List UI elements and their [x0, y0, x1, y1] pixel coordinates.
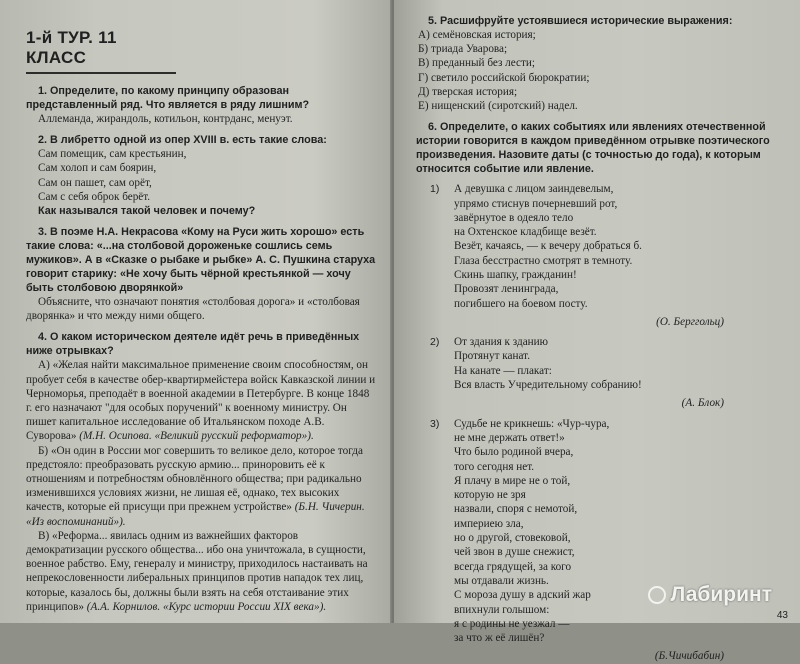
- excerpt-a: [26, 358, 376, 443]
- watermark-logo: [648, 583, 772, 607]
- question-5-options: [416, 28, 784, 113]
- poem-line: не мне держать ответ!»: [454, 431, 565, 444]
- option-item: В) преданный без лести;: [418, 57, 535, 70]
- excerpt-b-source: (Б.Н. Чичерин. «Из воспоминаний»).: [26, 501, 365, 528]
- poem-line: От здания к зданию: [454, 336, 548, 349]
- question-2-verse: [26, 147, 376, 204]
- poem-line: Протянут канат.: [454, 350, 531, 363]
- poem-line: мы отдавали жизнь.: [454, 574, 549, 587]
- poem-number: 3): [430, 417, 440, 430]
- verse-line: Сам с себя оброк берёт.: [38, 190, 151, 203]
- question-2: [26, 133, 376, 218]
- poem-line: Что было родиной вчера,: [454, 446, 574, 459]
- poem-3: [416, 417, 784, 664]
- question-5-heading: 5. Расшифруйте устоявшиеся исторические выражения:: [428, 15, 733, 27]
- watermark-text: Лабиринт: [670, 583, 772, 606]
- poem-number: 1): [430, 183, 440, 196]
- excerpt-c-text: В) «Реформа... явилась одним из важнейших факторов демократизации русского общества... ибо она уничтожала, в сущности, военное рабство. Ему, генералу и министру, приходилось настаивать на непрекословенности либеральных принципов против нападок тех лиц, которые, казалось бы, должны были взять на себя отстаивание этих принципов»: [26, 529, 368, 613]
- poem-line: Скинь шапку, гражданин!: [454, 269, 577, 281]
- excerpt-b: [26, 444, 376, 529]
- poem-line: я с родины не уезжал —: [454, 617, 570, 630]
- left-page: [0, 0, 392, 623]
- poem-line: которую не зря: [454, 489, 526, 502]
- verse-line: Сам он пашет, сам орёт,: [38, 176, 152, 189]
- poem-line: Везёт, качаясь, — к вечеру добраться б.: [454, 240, 642, 253]
- poem-line: На канате — плакат:: [454, 364, 552, 377]
- page-title: 1-й ТУР. 11 КЛАСС: [26, 28, 176, 74]
- question-6-heading: 6. Определите, о каких событиях или явлениях отечественной истории говорится в каждом приведённом отрывке поэтического произведения. Назовите даты (с точностью до года), к которым относится событие или явление.: [416, 121, 770, 176]
- poem-line: погибшего на боевом посту.: [454, 297, 588, 310]
- page-number: 43: [776, 610, 788, 621]
- question-3-heading: 3. В поэме Н.А. Некрасова «Кому на Руси жить хорошо» есть такие слова: «...на столбовой дороженьке сошлись семь мужиков». А в «Сказке о рыбаке и рыбке» А. С. Пушкина старуха говорит старику: «Не хочу быть чёрной крестьянкой — хочу быть столбовою дворянкой»: [26, 226, 376, 295]
- poem-line: С мороза душу в адский жар: [454, 589, 591, 602]
- question-5: [416, 14, 784, 113]
- poem-line: всегда грядущей, за кого: [454, 560, 572, 573]
- poem-line: того сегодня нет.: [454, 460, 535, 473]
- option-item: Б) триада Уварова;: [418, 43, 508, 56]
- poem-line: Вся власть Учредительному собранию!: [454, 379, 642, 392]
- poem-line: Судьбе не крикнешь: «Чур-чура,: [454, 417, 610, 430]
- excerpt-a-source: (М.Н. Осипова. «Великий русский реформатор»).: [79, 430, 314, 443]
- verse-line: Сам помещик, сам крестьянин,: [38, 148, 187, 161]
- poem-line: завёрнутое в одеяло тело: [454, 211, 574, 224]
- question-2-question: Как назывался такой человек и почему?: [38, 205, 256, 218]
- option-item: Д) тверская история;: [418, 85, 518, 98]
- option-item: Е) нищенский (сиротский) надел.: [418, 100, 578, 113]
- poem-number: 2): [430, 336, 440, 349]
- poem-line: чей звон в душе снежист,: [454, 546, 575, 559]
- poem-author: (О. Берггольц): [656, 315, 724, 328]
- labyrinth-icon: [648, 586, 666, 604]
- poem-1: [416, 182, 784, 329]
- question-3: [26, 225, 376, 323]
- poem-line: назвали, споря с немотой,: [454, 503, 578, 516]
- question-4: [26, 330, 376, 614]
- excerpt-a-text: А) «Желая найти максимальное применение своим способностям, он пробует себя в качестве обер-квартирмейстера войск Кавказской линии и Черноморья, преподаёт в военной академии в Петербурге. В конце 1848 г. его назначают "для особых поручений" к военному министру. Он пишет капитальное исследование об Итальянском походе А.В. Суворова»: [26, 359, 376, 443]
- poem-author: (Б.Чичибабин): [654, 650, 724, 663]
- question-3-text: Объясните, что означают понятия «столбовая дорога» и «столбовая дворянка» и что между ними общего.: [26, 296, 360, 323]
- excerpt-c: [26, 529, 376, 614]
- poem-line: Я плачу в мире не о той,: [454, 474, 571, 487]
- poem-line: но о другой, стовековой,: [454, 532, 571, 545]
- poem-line: Глаза бесстрастно смотрят в темноту.: [454, 254, 633, 267]
- question-1-text: Аллеманда, жирандоль, котильон, контрданс, менуэт.: [38, 113, 293, 125]
- excerpt-b-text: Б) «Он один в России мог совершить то великое дело, которое тогда предстояло: преобразовать русскую армию... приноровить её к отношениям и потребностям обновлённого общества; при радикально изменившихся условиях жизни, не лишая её, однако, тех высоких качеств, которые ей присущи при прежнем устройстве»: [26, 444, 363, 514]
- excerpt-c-source: (А.А. Корнилов. «Курс истории России XIX века»).: [86, 600, 327, 613]
- poem-line: упрямо стиснув почерневший рот,: [454, 197, 618, 210]
- poem-line: Провозят ленинграда,: [454, 283, 559, 296]
- right-page: [394, 0, 800, 663]
- question-2-heading: 2. В либретто одной из опер XVIII в. есть такие слова:: [38, 134, 327, 147]
- poem-line: на Охтенское кладбище везёт.: [454, 226, 597, 239]
- option-item: Г) светило российской бюрократии;: [418, 71, 590, 84]
- poem-author: (А. Блок): [681, 397, 724, 410]
- poem-line: за что ж её лишён?: [454, 632, 545, 645]
- verse-line: Сам холоп и сам боярин,: [38, 162, 157, 175]
- poem-line: впихнули голышом:: [454, 603, 550, 616]
- question-1-heading: 1. Определите, по какому принципу образован представленный ряд. Что является в ряду лишним?: [26, 85, 310, 111]
- option-item: А) семёновская история;: [418, 29, 536, 41]
- question-4-heading: 4. О каком историческом деятеле идёт речь в приведённых ниже отрывках?: [26, 331, 360, 358]
- poem-2: [416, 335, 784, 410]
- question-1: [26, 84, 376, 126]
- poem-line: империею зла,: [454, 517, 524, 530]
- poem-line: А девушка с лицом заиндевелым,: [454, 183, 614, 196]
